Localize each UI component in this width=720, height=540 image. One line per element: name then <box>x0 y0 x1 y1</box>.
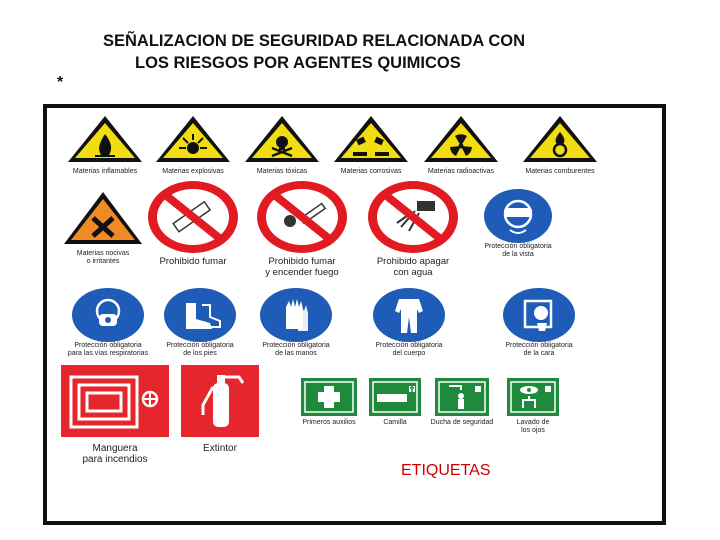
caption-radioactive: Materias radioactivas <box>427 168 495 175</box>
caption-face-line2: de la cara <box>523 350 555 357</box>
caption-no-fire-line1: Prohibido fumar <box>268 256 336 267</box>
caption-extinguisher <box>181 443 259 454</box>
caption-harmful-line1: Materias nocivas <box>76 250 130 257</box>
caption-eye-protection-line1: Protección obligatoria <box>484 243 552 250</box>
caption-extinguisher-line1: Extintor <box>203 443 237 454</box>
caption-no-fire-line2: y encender fuego <box>265 267 339 278</box>
caption-respiratory-line2: para las vías respiratorias <box>67 350 149 357</box>
caption-no-smoking-line1: Prohibido fumar <box>159 256 227 267</box>
first-aid-cross-icon <box>301 378 357 416</box>
caption-no-water-line2: con agua <box>393 267 433 278</box>
caption-hands-line1: Protección obligatoria <box>262 342 330 349</box>
caption-corrosive: Materias corrosivas <box>340 168 402 175</box>
caption-eye-wash-line2: los ojos <box>521 427 545 434</box>
caption-oxidizer: Materias comburentes <box>525 168 595 175</box>
boot-icon <box>162 287 238 343</box>
x-cross-icon <box>62 190 144 246</box>
caption-safety-shower-line1: Ducha de seguridad <box>430 419 494 426</box>
explosion-icon <box>153 114 233 164</box>
etiquetas-label: ETIQUETAS <box>401 462 491 479</box>
glove-icon <box>258 287 334 343</box>
caption-feet-line1: Protección obligatoria <box>166 342 234 349</box>
caption-no-water <box>360 256 466 278</box>
caption-no-fire <box>246 256 358 278</box>
caption-stretcher <box>362 419 428 427</box>
caption-eye-wash <box>500 419 566 435</box>
caption-explosive: Materias explosivas <box>162 168 224 175</box>
caption-face <box>490 342 588 358</box>
caption-flammable: Materias inflamables <box>72 168 138 175</box>
respirator-icon <box>70 287 146 343</box>
caption-no-water-line1: Prohibido apagar <box>376 256 450 267</box>
caption-body-line1: Protección obligatoria <box>375 342 443 349</box>
caption-hands-line2: de las manos <box>275 350 317 357</box>
corrosive-icon <box>331 114 411 164</box>
caption-fire-hose <box>58 443 172 465</box>
caption-fire-hose-line1: Manguera <box>92 443 138 454</box>
caption-harmful-line2: o irritantes <box>86 258 120 265</box>
caption-body-line2: del cuerpo <box>392 350 426 357</box>
caption-toxic: Materias tóxicas <box>256 168 308 175</box>
title-line-2: LOS RIESGOS POR AGENTES QUIMICOS <box>135 54 461 72</box>
caption-fire-hose-line2: para incendios <box>82 454 148 465</box>
radiation-icon <box>421 114 501 164</box>
caption-respiratory <box>56 342 160 358</box>
face-shield-icon <box>501 287 577 343</box>
caption-eye-wash-line1: Lavado de <box>516 419 550 426</box>
title-line-1: SEÑALIZACION DE SEGURIDAD RELACIONADA CON <box>103 32 525 50</box>
caption-hands <box>244 342 348 358</box>
water-icon <box>365 179 461 255</box>
overalls-icon <box>371 287 447 343</box>
skull-icon <box>242 114 322 164</box>
safety-shower-icon <box>435 378 489 416</box>
bullet-marker: * <box>57 74 64 91</box>
caption-face-line1: Protección obligatoria <box>505 342 573 349</box>
eye-wash-icon <box>507 378 559 416</box>
caption-eye-protection-line2: de la vista <box>502 251 534 258</box>
goggles-icon <box>482 188 554 244</box>
caption-no-smoking <box>143 256 243 267</box>
fire-hose-icon <box>61 365 169 437</box>
caption-first-aid-line1: Primeros auxilios <box>302 419 356 426</box>
caption-body <box>357 342 461 358</box>
caption-safety-shower <box>421 419 503 427</box>
caption-stretcher-line1: Camilla <box>383 419 407 426</box>
caption-feet-line2: de los pies <box>183 350 217 357</box>
oxidizer-icon <box>520 114 600 164</box>
caption-feet <box>150 342 250 358</box>
caption-harmful <box>60 250 146 266</box>
cigarette-icon <box>145 179 241 255</box>
extinguisher-icon <box>181 365 259 437</box>
stretcher-icon <box>369 378 421 416</box>
caption-eye-protection <box>466 243 570 259</box>
flame-icon <box>65 114 145 164</box>
match-icon <box>254 179 350 255</box>
caption-first-aid <box>287 419 371 427</box>
caption-respiratory-line1: Protección obligatoria <box>74 342 142 349</box>
